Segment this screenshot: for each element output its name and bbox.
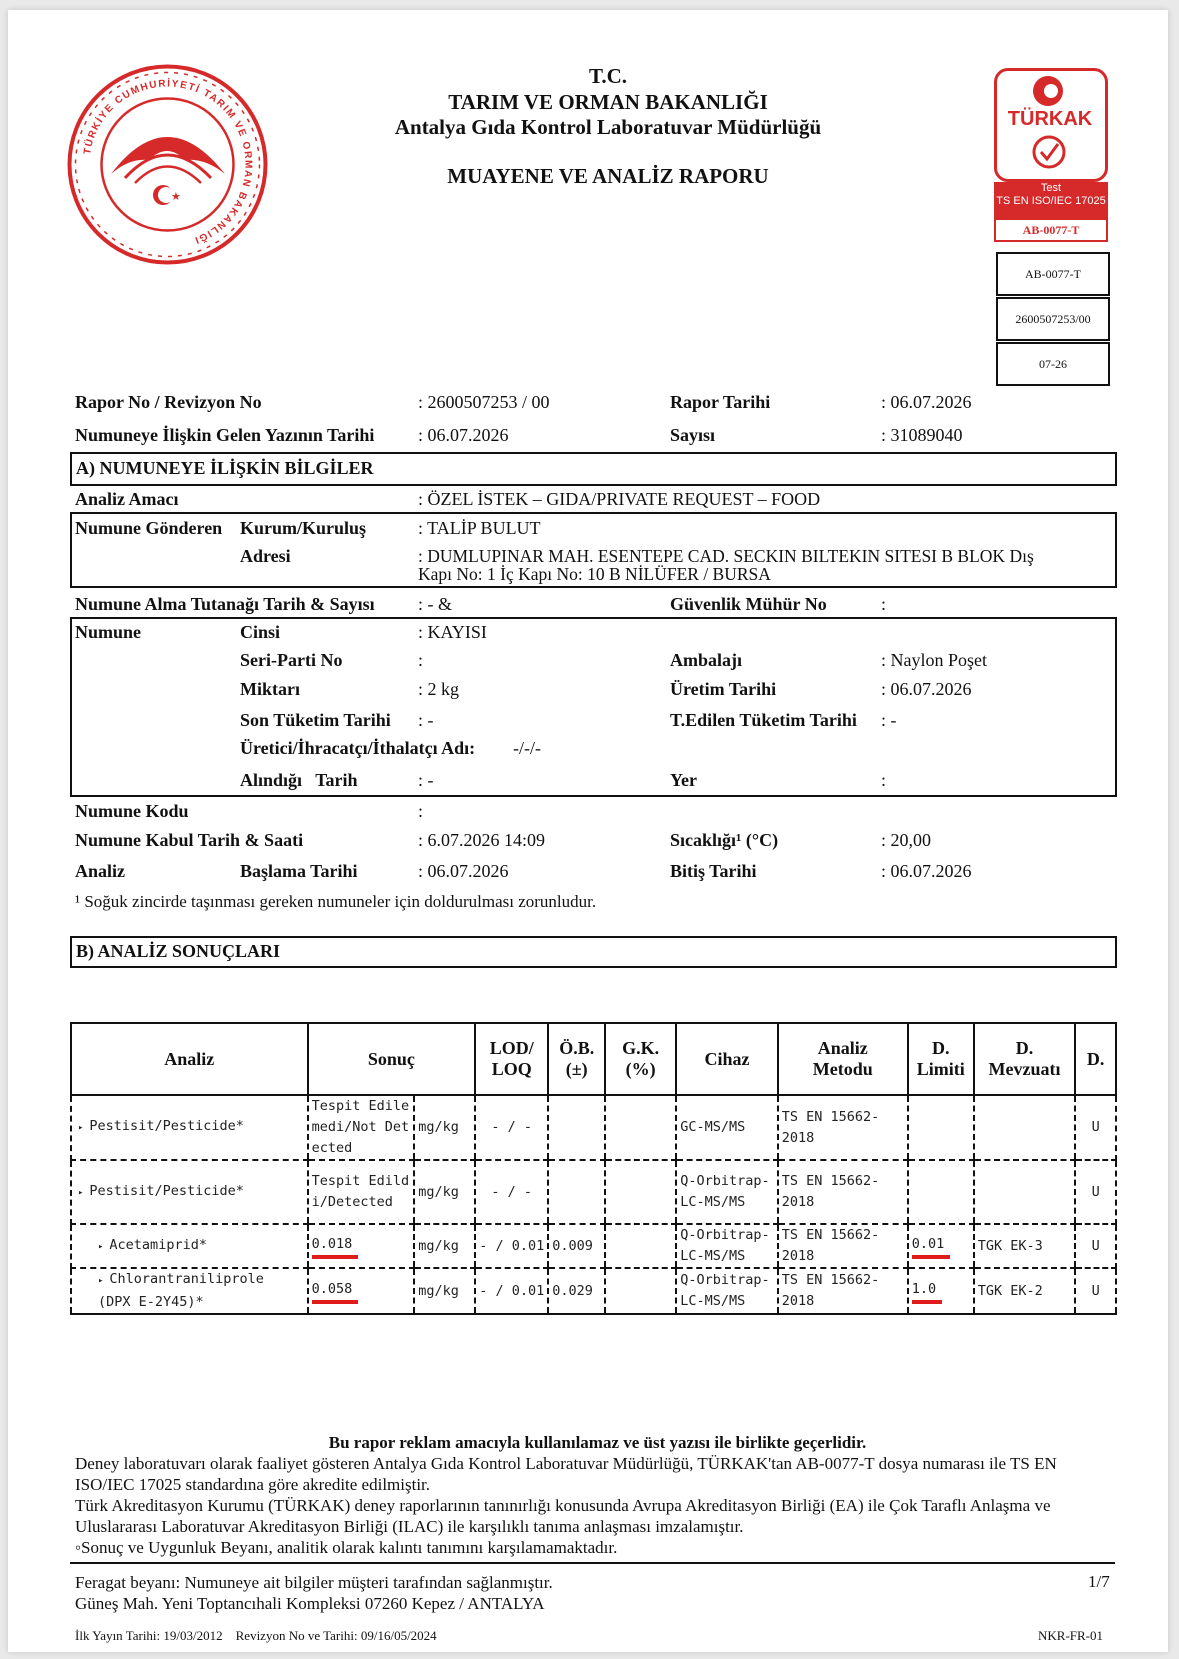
- kurum-label: Kurum/Kuruluş: [240, 518, 367, 538]
- cihaz-cell: Q-Orbitrap-LC-MS/MS: [676, 1224, 778, 1268]
- footer-revision: İlk Yayın Tarihi: 19/03/2012 Revizyon No ve Tarihi: 09/16/05/2024: [75, 1628, 437, 1643]
- header-lab: Antalya Gıda Kontrol Laboratuvar Müdürlüğü: [394, 115, 822, 139]
- section-a-header: [70, 452, 1117, 486]
- yazi-tarihi-value: : 06.07.2026: [418, 425, 509, 445]
- mevzuat-cell: [974, 1160, 1076, 1224]
- section-b-title: B) ANALİZ SONUÇLARI: [76, 941, 281, 961]
- limit-highlight: 1.0: [912, 1279, 942, 1304]
- bitis-label: Bitiş Tarihi: [670, 861, 757, 881]
- metod-cell: TS EN 15662-2018: [778, 1160, 908, 1224]
- table-row: [71, 1224, 1116, 1268]
- results-header-row: [71, 1023, 1116, 1095]
- kabul-value: : 6.07.2026 14:09: [418, 830, 546, 850]
- numune-kodu-label: Numune Kodu: [75, 801, 189, 821]
- mevzuat-cell: [974, 1095, 1076, 1160]
- rapor-no-value: : 2600507253 / 00: [418, 392, 550, 412]
- ministry-seal-logo: [65, 62, 270, 267]
- son-tuketim-value: : -: [418, 710, 434, 730]
- yer-label: Yer: [670, 770, 697, 790]
- limit-cell: [908, 1160, 974, 1224]
- report-page: [8, 10, 1168, 1652]
- muhur-label: Güvenlik Mühür No: [670, 594, 827, 614]
- analiz-amaci-label: Analiz Amacı: [75, 489, 179, 509]
- t-edilen-label: T.Edilen Tüketim Tarihi: [670, 710, 857, 730]
- seri-label: Seri-Parti No: [240, 650, 343, 670]
- lod-cell: - / -: [475, 1095, 548, 1160]
- col-cihaz: Cihaz: [676, 1023, 778, 1095]
- sonuc-cell: Tespit Edildi/Detected: [308, 1160, 415, 1224]
- son-tuketim-label: Son Tüketim Tarihi: [240, 710, 391, 730]
- birim-cell: mg/kg: [414, 1268, 475, 1314]
- table-row: [71, 1095, 1116, 1160]
- uretici-label: Üretici/İhracatçı/İthalatçı Adı:: [240, 738, 476, 758]
- adres-line-1: : DUMLUPINAR MAH. ESENTEPE CAD. SECKIN BILTEKIN SITESI B BLOK Dış: [418, 546, 1034, 566]
- analiz-amaci-value: : ÖZEL İSTEK – GIDA/PRIVATE REQUEST – FOOD: [418, 489, 821, 509]
- limit-cell: [908, 1268, 974, 1314]
- page-code-box: 07-26: [996, 342, 1110, 386]
- ambalaj-value: : Naylon Poşet: [881, 650, 987, 670]
- lod-cell: - / 0.01: [475, 1224, 548, 1268]
- turkak-accreditation-logo: [994, 68, 1106, 238]
- sayisi-value: : 31089040: [881, 425, 963, 445]
- miktar-value: : 2 kg: [418, 679, 460, 699]
- analiz-text: Chlorantraniliprole (DPX E-2Y45)*: [98, 1271, 264, 1310]
- gk-cell: [605, 1268, 676, 1314]
- footer-turkak: Türk Akreditasyon Kurumu (TÜRKAK) deney raporlarının tanınırlığı konusunda Avrupa Akreditasyon Birliği (EA) ile Çok Taraflı Anlaşma ve Uluslararası Laboratuvar Akreditasyon Birliği (ILAC) ile karşılıklı tanıma anlaşması imzalamıştır.: [75, 1496, 1051, 1536]
- section-a-title: A) NUMUNEYE İLİŞKİN BİLGİLER: [76, 458, 374, 478]
- col-gk: G.K. (%): [605, 1023, 676, 1095]
- footer-conformity: ◦Sonuç ve Uygunluk Beyanı, analitik olarak kalıntı tanımını karşılamamaktadır.: [75, 1538, 618, 1557]
- ob-cell: 0.009: [548, 1224, 605, 1268]
- analiz-cell: ▸ Acetamiprid*: [71, 1224, 308, 1268]
- sonuc-highlight: 0.018: [312, 1234, 359, 1259]
- seri-value: :: [418, 650, 424, 670]
- kabul-label: Numune Kabul Tarih & Saati: [75, 830, 304, 850]
- lod-cell: - / 0.01: [475, 1268, 548, 1314]
- form-code: NKR-FR-01: [1038, 1628, 1104, 1643]
- metod-cell: TS EN 15662-2018: [778, 1268, 908, 1314]
- metod-cell: TS EN 15662-2018: [778, 1224, 908, 1268]
- header-ministry: TARIM VE ORMAN BAKANLIĞI: [448, 90, 768, 114]
- gonderen-label: Numune Gönderen: [75, 518, 223, 538]
- numune-kodu-value: :: [418, 801, 424, 821]
- birim-cell: mg/kg: [414, 1095, 475, 1160]
- report-title: MUAYENE VE ANALİZ RAPORU: [447, 164, 769, 188]
- svg-text:★: ★: [171, 190, 181, 203]
- report-number-box: 2600507253/00: [996, 297, 1110, 341]
- kurum-value: : TALİP BULUT: [418, 518, 541, 538]
- footer-disclaimer: Feragat beyanı: Numuneye ait bilgiler müşteri tarafından sağlanmıştır.: [75, 1573, 553, 1592]
- col-lod: LOD/ LOQ: [475, 1023, 548, 1095]
- turkak-test: Test: [1040, 182, 1062, 194]
- checkmark-icon: [1031, 134, 1067, 170]
- table-row: [71, 1268, 1116, 1314]
- sicaklik-label: Sıcaklığı¹ (°C): [670, 830, 779, 850]
- sonuc-cell: [308, 1224, 415, 1268]
- d-cell: U: [1075, 1268, 1116, 1314]
- gk-cell: [605, 1095, 676, 1160]
- analiz-text: Pestisit/Pesticide*: [89, 1118, 244, 1134]
- col-mevzuat: D. Mevzuatı: [974, 1023, 1076, 1095]
- turkak-brand: TÜRKAK: [1007, 108, 1093, 130]
- alindigi-value: : -: [418, 770, 434, 790]
- header-tc: T.C.: [588, 64, 628, 88]
- footnote: ¹ Soğuk zincirde taşınması gereken numuneler için doldurulması zorunludur.: [75, 892, 597, 911]
- analiz-cell: ▸ Chlorantraniliprole (DPX E-2Y45)*: [71, 1268, 308, 1314]
- ambalaj-label: Ambalajı: [670, 650, 742, 670]
- section-b-header: [70, 936, 1117, 968]
- sonuc-cell: [308, 1268, 415, 1314]
- muhur-value: :: [881, 594, 887, 614]
- sayisi-label: Sayısı: [670, 425, 716, 445]
- baslama-label: Başlama Tarihi: [240, 861, 358, 881]
- rapor-tarihi-value: : 06.07.2026: [881, 392, 972, 412]
- limit-cell: [908, 1224, 974, 1268]
- tutanak-value: : - &: [418, 594, 452, 614]
- d-cell: U: [1075, 1224, 1116, 1268]
- analiz-label: Analiz: [75, 861, 126, 881]
- birim-cell: mg/kg: [414, 1224, 475, 1268]
- ob-cell: [548, 1095, 605, 1160]
- d-cell: U: [1075, 1095, 1116, 1160]
- gk-cell: [605, 1224, 676, 1268]
- footer-accreditation: Deney laboratuvarı olarak faaliyet gösteren Antalya Gıda Kontrol Laboratuvar Müdürlüğü, TÜRKAK'tan AB-0077-T dosya numarası ile TS EN ISO/IEC 17025 standardına göre akredite edilmiştir.: [75, 1454, 1057, 1494]
- tutanak-label: Numune Alma Tutanağı Tarih & Sayısı: [75, 594, 375, 614]
- bitis-value: : 06.07.2026: [881, 861, 972, 881]
- cihaz-cell: Q-Orbitrap-LC-MS/MS: [676, 1160, 778, 1224]
- uretim-label: Üretim Tarihi: [670, 679, 777, 699]
- col-d: D.: [1075, 1023, 1116, 1095]
- footer-address: Güneş Mah. Yeni Toptancıhali Kompleksi 07260 Kepez / ANTALYA: [75, 1594, 545, 1613]
- accreditation-code-box: AB-0077-T: [996, 252, 1110, 296]
- col-sonuc: Sonuç: [308, 1023, 476, 1095]
- mevzuat-cell: TGK EK-3: [974, 1224, 1076, 1268]
- table-row: [71, 1160, 1116, 1224]
- analiz-text: Acetamiprid*: [109, 1236, 207, 1253]
- ob-cell: 0.029: [548, 1268, 605, 1314]
- mevzuat-cell: TGK EK-2: [974, 1268, 1076, 1314]
- uretim-value: : 06.07.2026: [881, 679, 972, 699]
- uretici-value: -/-/-: [513, 738, 541, 758]
- col-limit: D. Limiti: [908, 1023, 974, 1095]
- sonuc-cell: Tespit Edilemedi/Not Detected: [308, 1095, 415, 1160]
- baslama-value: : 06.07.2026: [418, 861, 509, 881]
- gk-cell: [605, 1160, 676, 1224]
- numune-box: [70, 617, 1117, 797]
- numune-label: Numune: [75, 622, 142, 642]
- footer-notice: Bu rapor reklam amacıyla kullanılamaz ve üst yazısı ile birlikte geçerlidir.: [328, 1433, 867, 1452]
- analiz-text: Pestisit/Pesticide*: [89, 1182, 244, 1199]
- alindigi-label: Alındığı Tarih: [240, 770, 358, 790]
- turkak-standard: TS EN ISO/IEC 17025: [996, 195, 1106, 207]
- page-number: 1/7: [1088, 1572, 1110, 1591]
- col-metod: Analiz Metodu: [778, 1023, 908, 1095]
- yer-value: :: [881, 770, 887, 790]
- cihaz-cell: Q-Orbitrap-LC-MS/MS: [676, 1268, 778, 1314]
- cinsi-value: : KAYISI: [418, 622, 487, 642]
- limit-highlight: 0.01: [912, 1234, 951, 1259]
- t-edilen-value: : -: [881, 710, 897, 730]
- svg-text:TÜRKİYE CUMHURİYETİ TARIM VE O: TÜRKİYE CUMHURİYETİ TARIM VE ORMAN BAKANLIĞI: [82, 78, 254, 246]
- cinsi-label: Cinsi: [240, 622, 281, 642]
- turkak-code: AB-0077-T: [994, 218, 1108, 242]
- analiz-cell: ▸ Pestisit/Pesticide*: [71, 1095, 308, 1160]
- results-table: [70, 1022, 1117, 1315]
- d-cell: U: [1075, 1160, 1116, 1224]
- ob-cell: [548, 1160, 605, 1224]
- adres-label: Adresi: [240, 546, 291, 566]
- sicaklik-value: : 20,00: [881, 830, 932, 850]
- yazi-tarihi-label: Numuneye İlişkin Gelen Yazının Tarihi: [75, 425, 375, 445]
- rapor-no-label: Rapor No / Revizyon No: [75, 392, 262, 412]
- birim-cell: mg/kg: [414, 1160, 475, 1224]
- footer-divider: [70, 1562, 1115, 1564]
- analiz-cell: ▸ Pestisit/Pesticide*: [71, 1160, 308, 1224]
- col-analiz: Analiz: [71, 1023, 308, 1095]
- adres-line-2: Kapı No: 1 İç Kapı No: 10 B NİLÜFER / BURSA: [418, 564, 771, 584]
- rapor-tarihi-label: Rapor Tarihi: [670, 392, 771, 412]
- miktar-label: Miktarı: [240, 679, 300, 699]
- lod-cell: - / -: [475, 1160, 548, 1224]
- metod-cell: TS EN 15662-2018: [778, 1095, 908, 1160]
- cihaz-cell: GC-MS/MS: [676, 1095, 778, 1160]
- col-ob: Ö.B. (±): [548, 1023, 605, 1095]
- sonuc-highlight: 0.058: [312, 1279, 359, 1304]
- limit-cell: [908, 1095, 974, 1160]
